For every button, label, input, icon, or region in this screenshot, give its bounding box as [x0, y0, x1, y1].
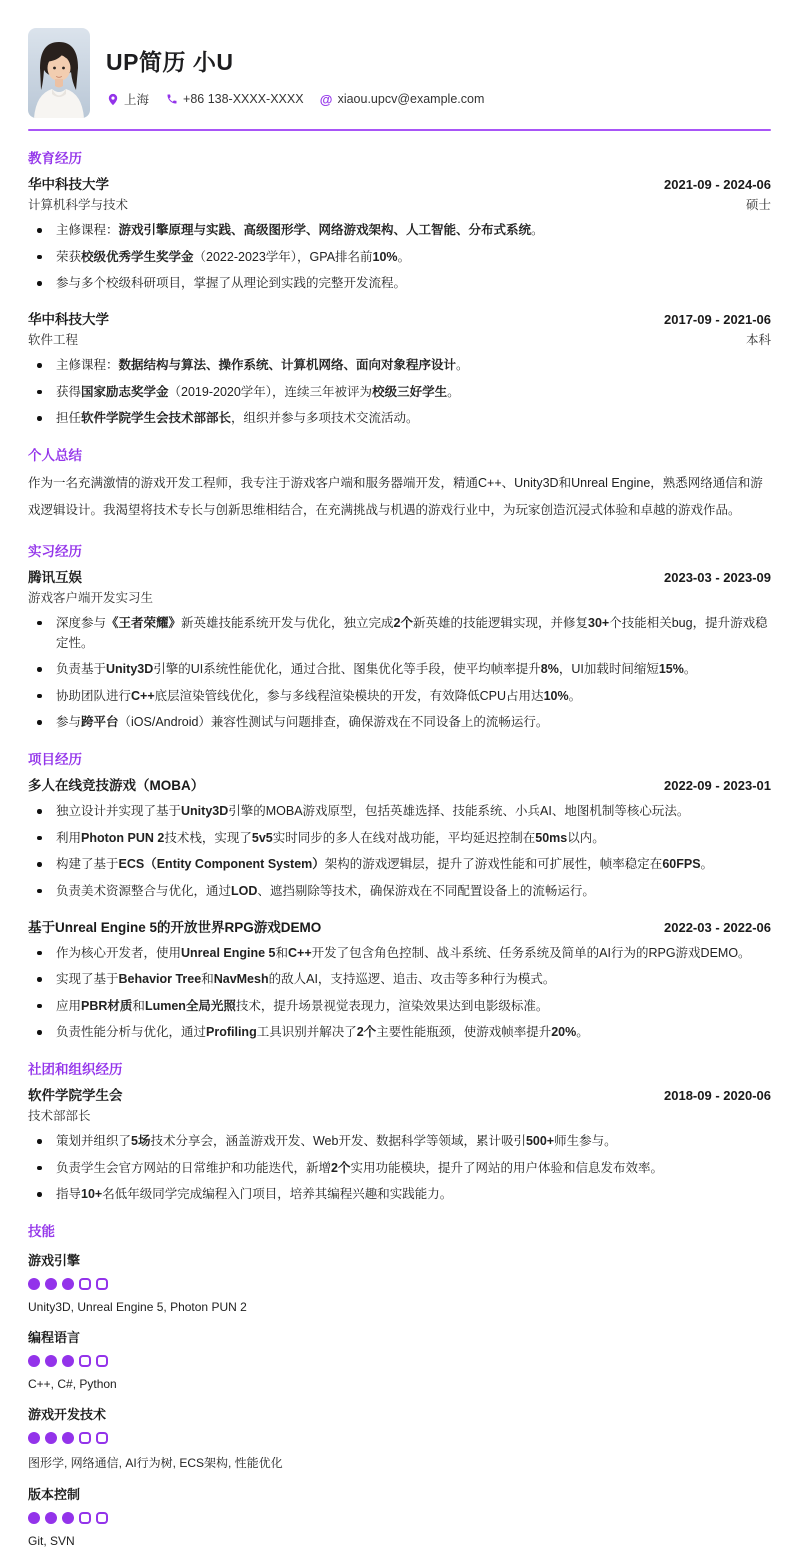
text-segment: 获得 — [56, 384, 82, 399]
project-bullets — [28, 943, 771, 1043]
company-name: 腾讯互娱 — [28, 569, 82, 585]
candidate-name: UP简历 小U — [106, 49, 234, 75]
section-title-skills: 技能 — [28, 1224, 55, 1240]
bullet-item — [28, 1131, 771, 1151]
bold-text-segment: Photon PUN 2 — [81, 830, 165, 845]
bold-text-segment: PBR材质 — [81, 998, 133, 1013]
skill-name: 版本控制 — [28, 1487, 81, 1503]
education-entry — [28, 173, 771, 293]
text-segment: 主修课程： — [56, 223, 119, 237]
section-internship — [28, 540, 771, 733]
bold-text-segment: LOD — [231, 883, 258, 898]
bold-text-segment: 校级三好学生 — [372, 384, 448, 399]
text-segment: 深度参与 — [56, 615, 107, 630]
bold-text-segment: 10+ — [81, 1187, 103, 1202]
section-organizations — [28, 1058, 771, 1204]
contact-email — [320, 92, 485, 106]
text-segment: 。 — [397, 249, 411, 264]
organization-name: 软件学院学生会 — [28, 1088, 123, 1104]
header-info — [106, 28, 484, 108]
bullet-item — [28, 1184, 771, 1204]
school-name: 华中科技大学 — [28, 177, 109, 192]
text-segment: 。 — [531, 223, 544, 237]
organization-role: 技术部部长 — [28, 1109, 91, 1124]
skill-item — [28, 1404, 771, 1471]
skill-detail: 图形学, 网络通信, AI行为树, ECS架构, 性能优化 — [28, 1456, 283, 1471]
text-segment: （2022-2023学年），GPA排名前 — [193, 249, 373, 264]
skill-level-dots — [28, 1355, 771, 1367]
major-name: 计算机科学与技术 — [28, 198, 129, 212]
bullet-item — [28, 943, 771, 963]
text-segment: 指导 — [56, 1187, 82, 1202]
bold-text-segment: 软件学院学生会技术部部长 — [81, 411, 232, 425]
bullet-item — [28, 382, 771, 402]
contact-phone — [165, 92, 304, 106]
skill-dot-filled-icon — [45, 1278, 57, 1290]
internship-bullets — [28, 613, 771, 733]
bullet-item — [28, 659, 771, 679]
bold-text-segment: 60FPS — [662, 857, 701, 872]
text-segment: 以内。 — [567, 830, 605, 845]
text-segment: 引擎的UI系统性能优化，通过合批、图集优化等手段，使平均帧率提升 — [153, 662, 541, 677]
section-skills — [28, 1220, 771, 1548]
skill-dot-filled-icon — [28, 1432, 40, 1444]
bold-text-segment: 20% — [551, 1025, 577, 1040]
bullet-item — [28, 613, 771, 653]
bullet-item — [28, 273, 771, 293]
bold-text-segment: 2个 — [356, 1025, 377, 1040]
skill-dot-empty-icon — [96, 1355, 108, 1367]
text-segment: 。 — [568, 688, 582, 703]
section-title-education: 教育经历 — [28, 151, 82, 166]
skill-name: 游戏开发技术 — [28, 1407, 107, 1423]
project-date: 2022-03 - 2022-06 — [664, 919, 771, 935]
bold-text-segment: 8% — [540, 662, 559, 677]
text-segment: 技术分享会，涵盖游戏开发、Web开发、数据科学等领域，累计吸引 — [150, 1134, 526, 1149]
email-at-icon: @ — [319, 91, 333, 107]
education-bullets — [28, 355, 771, 428]
skill-level-dots — [28, 1512, 771, 1524]
text-segment: 荣获 — [56, 249, 82, 264]
skill-dot-filled-icon — [45, 1432, 57, 1444]
text-segment: 名低年级同学完成编程入门项目，培养其编程兴趣和实践能力。 — [102, 1187, 453, 1202]
email-text: xiaou.upcv@example.com — [337, 92, 485, 106]
text-segment: 底层渲染管线优化，参与多线程渲染模块的开发，有效降低CPU占用达 — [154, 688, 544, 703]
section-projects — [28, 748, 771, 1042]
section-summary — [28, 444, 771, 524]
major-name: 软件工程 — [28, 333, 79, 347]
bullet-item — [28, 969, 771, 989]
skill-dot-empty-icon — [79, 1432, 91, 1444]
organization-date: 2018-09 - 2020-06 — [664, 1088, 771, 1104]
bullet-item — [28, 801, 771, 821]
skill-name: 编程语言 — [28, 1330, 81, 1346]
phone-text: +86 138-XXXX-XXXX — [183, 92, 304, 106]
section-title-internship: 实习经历 — [28, 543, 82, 559]
skill-dot-filled-icon — [62, 1512, 74, 1524]
project-bullets — [28, 801, 771, 901]
bullet-item — [28, 828, 771, 848]
text-segment: 实用功能模块，提升了网站的用户体验和信息发布效率。 — [350, 1160, 663, 1175]
skill-detail: Unity3D, Unreal Engine 5, Photon PUN 2 — [28, 1300, 247, 1315]
school-name: 华中科技大学 — [28, 312, 109, 327]
text-segment: 作为核心开发者，使用 — [56, 945, 182, 960]
project-entry — [28, 916, 771, 1043]
section-title-organizations: 社团和组织经历 — [28, 1062, 123, 1078]
internship-date: 2023-03 - 2023-09 — [664, 569, 771, 585]
skill-dot-filled-icon — [28, 1512, 40, 1524]
bold-text-segment: 10% — [372, 249, 398, 264]
text-segment: 和 — [275, 945, 289, 960]
text-segment: 参与多个校级科研项目，掌握了从理论到实践的完整开发流程。 — [56, 276, 407, 290]
text-segment: 。 — [683, 662, 697, 677]
bold-text-segment: 15% — [658, 662, 684, 677]
bold-text-segment: C++ — [131, 688, 155, 703]
education-date: 2017-09 - 2021-06 — [664, 312, 771, 327]
text-segment: 。 — [447, 384, 460, 399]
degree-name: 硕士 — [745, 198, 771, 212]
text-segment: 。 — [700, 857, 714, 872]
text-segment: 应用 — [56, 998, 82, 1013]
bullet-item — [28, 1158, 771, 1178]
text-segment: 利用 — [56, 830, 82, 845]
bold-text-segment: Profiling — [206, 1025, 257, 1040]
text-segment: 参与 — [56, 715, 82, 730]
text-segment: 和 — [201, 972, 214, 987]
skill-item — [28, 1327, 771, 1391]
text-segment: 。 — [576, 1025, 589, 1040]
bold-text-segment: 50ms — [535, 830, 568, 845]
bullet-item — [28, 247, 771, 267]
text-segment: 负责学生会官方网站的日常维护和功能迭代，新增 — [56, 1160, 332, 1175]
internship-entry — [28, 566, 771, 733]
project-name: 多人在线竞技游戏（MOBA） — [28, 778, 205, 794]
skill-dot-empty-icon — [96, 1278, 108, 1290]
skill-dot-empty-icon — [79, 1278, 91, 1290]
degree-name: 本科 — [745, 333, 771, 347]
text-segment: 。 — [456, 358, 469, 372]
text-segment: 新英雄的技能逻辑实现，并修复 — [413, 615, 589, 630]
bold-text-segment: Lumen全局光照 — [144, 998, 236, 1013]
bold-text-segment: 10% — [543, 688, 569, 703]
bold-text-segment: 校级优秀学生奖学金 — [81, 249, 194, 264]
skill-dot-filled-icon — [28, 1355, 40, 1367]
bullet-item — [28, 1022, 771, 1042]
text-segment: 技术栈，实现了 — [164, 830, 252, 845]
profile-photo — [28, 28, 90, 118]
section-title-summary: 个人总结 — [28, 448, 82, 463]
bold-text-segment: 国家励志奖学金 — [81, 384, 169, 399]
bullet-item — [28, 220, 771, 240]
skill-dot-empty-icon — [96, 1512, 108, 1524]
section-title-projects: 项目经历 — [28, 752, 82, 768]
bold-text-segment: 2个 — [393, 615, 413, 630]
text-segment: 引擎的MOBA游戏原型，包括英雄选择、技能系统、小兵AI、地图机制等核心玩法。 — [228, 804, 690, 819]
text-segment: 主修课程： — [56, 358, 119, 372]
phone-icon — [165, 93, 178, 106]
resume-header — [28, 28, 771, 118]
text-segment: 、遮挡剔除等技术，确保游戏在不同配置设备上的流畅运行。 — [257, 883, 595, 898]
education-date: 2021-09 - 2024-06 — [664, 177, 771, 192]
project-date: 2022-09 - 2023-01 — [664, 778, 771, 794]
skill-dot-filled-icon — [45, 1355, 57, 1367]
bullet-item — [28, 854, 771, 874]
text-segment: 构建了基于 — [56, 857, 119, 872]
section-education — [28, 147, 771, 428]
skill-detail: C++, C#, Python — [28, 1377, 117, 1392]
bold-text-segment: NavMesh — [213, 972, 269, 987]
bold-text-segment: C++ — [288, 945, 312, 960]
skill-item — [28, 1484, 771, 1548]
bold-text-segment: 2个 — [331, 1160, 351, 1175]
text-segment: 负责基于 — [56, 662, 107, 677]
contact-row — [106, 90, 484, 108]
text-segment: 实时同步的多人在线对战功能，平均延迟控制在 — [272, 830, 536, 845]
bullet-item — [28, 712, 771, 732]
bold-text-segment: Behavior Tree — [118, 972, 202, 987]
bold-text-segment: 30+ — [588, 615, 610, 630]
text-segment: 技术，提升场景视觉表现力，渲染效果达到电影级标准。 — [235, 998, 549, 1013]
education-bullets — [28, 220, 771, 293]
bold-text-segment: 5场 — [131, 1134, 151, 1149]
organization-bullets — [28, 1131, 771, 1204]
text-segment: ，组织并参与多项技术交流活动。 — [231, 411, 419, 425]
skill-level-dots — [28, 1278, 771, 1290]
text-segment: 开发了包含角色控制、战斗系统、任务系统及简单的AI行为的RPG游戏DEMO。 — [311, 945, 751, 960]
bold-text-segment: Unreal Engine 5 — [181, 945, 276, 960]
text-segment: 负责性能分析与优化，通过 — [56, 1025, 207, 1040]
organization-entry — [28, 1084, 771, 1204]
text-segment: 工具识别并解决了 — [256, 1025, 357, 1040]
skill-level-dots — [28, 1432, 771, 1444]
skill-dot-empty-icon — [79, 1512, 91, 1524]
skill-dot-filled-icon — [45, 1512, 57, 1524]
bold-text-segment: Unity3D — [181, 804, 229, 819]
bold-text-segment: 游戏引擎原理与实践、高级图形学、网络游戏架构、人工智能、分布式系统 — [118, 223, 532, 237]
text-segment: 个技能相关bug，提升游戏稳定性。 — [56, 615, 768, 650]
text-segment: 策划并组织了 — [56, 1134, 132, 1149]
text-segment: 的敌人AI，支持巡逻、追击、攻击等多种行为模式。 — [268, 972, 556, 987]
profile-photo-illustration — [28, 28, 90, 118]
bold-text-segment: 《王者荣耀》 — [106, 615, 182, 630]
text-segment: （2019-2020学年），连续三年被评为 — [168, 384, 373, 399]
role-name: 游戏客户端开发实习生 — [28, 590, 154, 605]
text-segment: 新英雄技能系统开发与优化，独立完成 — [181, 615, 394, 630]
skill-dot-empty-icon — [79, 1355, 91, 1367]
skill-detail: Git, SVN — [28, 1534, 75, 1548]
text-segment: 和 — [132, 998, 145, 1013]
bullet-item — [28, 996, 771, 1016]
text-segment: 担任 — [56, 411, 82, 425]
bold-text-segment: 500+ — [525, 1134, 555, 1149]
bullet-item — [28, 355, 771, 375]
education-entry — [28, 308, 771, 428]
text-segment: 负责美术资源整合与优化，通过 — [56, 883, 232, 898]
location-text: 上海 — [124, 93, 150, 107]
location-pin-icon — [106, 93, 119, 106]
header-divider — [28, 129, 771, 131]
contact-location — [106, 90, 149, 108]
summary-paragraph: 作为一名充满激情的游戏开发工程师，我专注于游戏客户端和服务器端开发，精通C++、Unity3D和Unreal Engine，熟悉网络通信和游戏逻辑设计。我渴望将技术专长与创新思维相结合，在充满挑战与机遇的游戏行业中，为玩家创造沉浸式体验和卓越的游戏作品。 — [28, 476, 763, 517]
text-segment: 架构的游戏逻辑层，提升了游戏性能和可扩展性，帧率稳定在 — [324, 857, 663, 872]
bold-text-segment: 跨平台 — [81, 715, 119, 730]
skill-dot-filled-icon — [62, 1432, 74, 1444]
bold-text-segment: Unity3D — [106, 662, 154, 677]
text-segment: 主要性能瓶颈，使游戏帧率提升 — [376, 1025, 552, 1040]
project-entry — [28, 774, 771, 901]
skill-dot-filled-icon — [62, 1278, 74, 1290]
skill-dot-filled-icon — [62, 1355, 74, 1367]
text-segment: ，UI加载时间缩短 — [558, 662, 659, 677]
text-segment: （iOS/Android）兼容性测试与问题排查，确保游戏在不同设备上的流畅运行。 — [118, 715, 549, 730]
bold-text-segment: 5v5 — [251, 830, 273, 845]
text-segment: 独立设计并实现了基于 — [56, 804, 182, 819]
bullet-item — [28, 881, 771, 901]
text-segment: 协助团队进行 — [56, 688, 132, 703]
project-name: 基于Unreal Engine 5的开放世界RPG游戏DEMO — [28, 919, 322, 935]
skill-name: 游戏引擎 — [28, 1253, 81, 1269]
bold-text-segment: 数据结构与算法、操作系统、计算机网络、面向对象程序设计 — [118, 358, 457, 372]
bold-text-segment: ECS（Entity Component System） — [118, 857, 325, 872]
text-segment: 师生参与。 — [554, 1134, 617, 1149]
skill-dot-filled-icon — [28, 1278, 40, 1290]
bullet-item — [28, 408, 771, 428]
skill-dot-empty-icon — [96, 1432, 108, 1444]
skill-item — [28, 1250, 771, 1314]
text-segment: 实现了基于 — [56, 972, 119, 987]
bullet-item — [28, 686, 771, 706]
